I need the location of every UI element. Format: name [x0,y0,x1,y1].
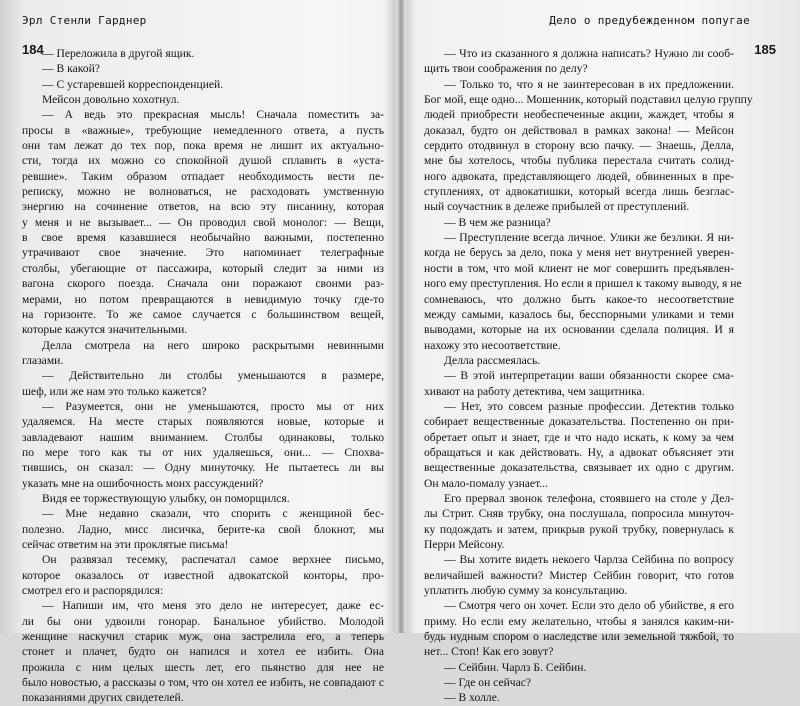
text-line: сти, тогда их можно со спокойной душой сплавить в «уста- [22,154,384,168]
text-line: доказал, будто он действовал в рамках закона! — Мейсон [424,123,734,137]
text-line: — Мне недавно сказали, что спорить с женщиной бес- [42,507,384,521]
text-line: — В чем же разница? [444,215,551,229]
text-line: шеф, или же нам это только кажется? [22,384,207,398]
text-line: ный соучастник в дележе прибылей от преступлений. [424,200,690,214]
text-line: прожила с ним целых шесть лет, его пьянство для нее не [22,660,384,674]
text-line: сомневаюсь, что должно быть какое-то несоответствие [424,292,734,306]
text-line: Перри Мейсону. [424,538,505,551]
text-line: обращаться и как действовать. Ну, а адвокат объясняет эти [424,445,734,459]
page-number-right: 185 [754,42,776,57]
text-line: — Что из сказанного я должна написать? Нужно ли сооб- [444,47,734,60]
text-line: — Переложила в другой ящик. [42,47,195,60]
text-line: величайшей важности? Мистер Сейбин говорит, что готов [424,568,734,582]
text-line: ли бы они удвоили гонорар. Банальное убийство. Молодой [22,614,384,628]
text-line: — Разумеется, они не уменьшаются, просто мы от них [42,399,384,413]
right-page [412,0,778,705]
right-page-body [424,46,753,706]
text-line: обретает опыт и знает, где и что надо искать, к кому за чем [424,430,734,444]
text-line: Видя ее торжествующую улыбку, он поморщился. [42,491,290,505]
text-line: ревшие». Таким образом отпадает необходимость вести пе- [22,169,384,183]
text-line: столбы, убегающие от пассажира, который следит за ними из [22,261,384,275]
text-line: энергию на сочинение ответов, на всю эту писанину, которая [22,200,384,214]
text-line: Он развязал тесемку, распечатал самое верхнее письмо, [42,553,384,567]
text-line: которое оказалось от известной адвокатской конторы, про- [22,568,384,582]
text-line: — Действительно ли столбы уменьшаются в размере, [42,369,384,383]
text-line: — А ведь это прекрасная мысль! Сначала поместить за- [42,108,384,122]
text-line: — В этой интерпретации ваши обязанности скорее сма- [444,369,734,383]
text-line: по мере того как ты от них удаляешься, они... — Спохва- [22,445,384,459]
text-line: вещественные доказательства, связывает их одно с другим. [424,461,734,475]
text-line: — Нет, это совсем разные профессии. Детектив только [444,399,734,413]
text-line: мне бы хотелось, чтобы публика перестала считать солид- [424,154,734,168]
text-line: — Только то, что я не заинтересован в их предложении. [444,77,734,91]
text-line: нет... Стоп! Как его зовут? [424,645,554,659]
text-line: указать мне на ошибочность моих рассуждений? [22,476,264,490]
text-line: которые кажутся значительными. [22,323,188,337]
text-line: утрачивают свое значение. Это напоминает телеграфные [22,246,384,260]
text-line: было новостью, а рассказы о том, что он хотел ее избить, не совпадают с [22,676,384,690]
text-line: женщине наскучил старик муж, она застрелила его, а теперь [22,630,384,644]
text-line: мерами, но потом превращаются в невидимую точку где-то [22,292,384,306]
text-line: — В холле. [444,691,500,705]
text-line: людей приобрести необеспеченные акции, жаждет, чтобы я [424,108,734,122]
text-line: глазами. [22,353,64,367]
left-page [14,0,388,705]
text-line: завладевают нашим вниманием. Столбы одинаковы, только [22,430,384,444]
text-line: — Вы хотите видеть некоего Чарлза Сейбина по вопросу [444,553,734,567]
text-line: сердито отодвинул в сторону всю пачку. — Знаешь, Делла, [424,139,734,153]
text-line: приму. Но если ему желательно, чтобы я занялся каким-ни- [424,614,734,628]
text-line: просы в «важные», требующие немедленного ответа, а пусть [22,123,384,137]
text-line: на горизонте. То же самое случается с большинством вещей, [22,307,384,321]
text-line: ного ему преступления. Но если я пришел к такому выводу, я не [424,277,742,291]
text-line: стонет и плачет, будто он напился и хотел ее избить. Она [22,645,384,659]
text-line: лы Стрит. Сняв трубку, она послушала, попросила минуточ- [424,507,734,521]
text-line: щить твои соображения по делу? [424,62,588,76]
text-line: собирает вещественные доказательства. Постепенно он при- [424,415,734,429]
text-line: ку подождать и затем, прикрыв рукой трубку, повернулась к [424,522,734,536]
text-line: вагона скорого поезда. Сначала они поражают своими раз- [22,277,384,291]
text-line: ности в том, что мой клиент не мог совершить предъявлен- [424,261,734,275]
running-head-title: Дело о предубежденном попугае [549,14,750,27]
text-line: полезно. Ладно, мисс лисичка, берите-ка свой блокнот, мы [22,522,384,536]
text-line: тившись, он сказал: — Одну минуточку. Не пытаетесь ли вы [22,461,384,475]
running-head-author: Эрл Стенли Гарднер [22,14,147,27]
text-line: Мейсон довольно хохотнул. [42,93,180,107]
text-line: нахожу это несоответствие. [424,338,561,352]
text-line: — Где он сейчас? [444,676,532,690]
text-line: удаляемся. На месте старых появляются новые, которые и [22,415,384,429]
text-line: Делла смотрела на него широко раскрытыми невинными [42,338,384,352]
book-gutter [396,0,406,633]
text-line: — Сейбин. Чарлз Б. Сейбин. [444,660,587,674]
text-line: в свое время казавшиеся необычайно важными, постепенно [22,231,384,245]
text-line: хивают на работу детектива, чем защитника. [424,384,645,398]
text-line: реписку, можно не волноваться, не расходовать умственную [22,185,384,199]
text-line: смотрел его и распорядился: [22,584,164,598]
text-line: выводами, которые на их основании сделала полиция. И я [424,323,734,337]
text-line: Он мало-помалу узнает... [424,476,548,490]
page-number-left: 184 [22,42,44,57]
text-line: когда не берусь за дело, пока у меня нет внутренней уверен- [424,246,734,260]
text-line: ступлениях, от адвокатишки, который всегда лишь безглас- [424,185,734,199]
left-page-body [22,46,384,706]
text-line: они там лежат до тех пор, пока время не лишит их актуально- [22,139,384,153]
text-line: между самыми, казалось бы, бесспорными уликами и теми [424,307,734,321]
text-line: — Напиши им, что меня это дело не интересует, даже ес- [42,599,384,613]
text-line: — С устаревшей корреспонденцией. [42,77,224,91]
text-line: — Преступление всегда личное. Улики же безлики. Я ни- [444,231,734,245]
text-line: — В какой? [42,62,100,76]
text-line: у меня и не вызывает... — Он проводил свой монолог: — Вещи, [22,215,384,229]
text-line: показаниями других свидетелей. [22,691,184,705]
text-line: сейчас ответим на эти проклятые письма! [22,538,229,551]
text-line: уплатить любую сумму за консультацию. [424,584,628,598]
text-line: Бог мой, еще одно... Мошенник, который подставил целую группу [424,93,753,107]
text-line: Делла рассмеялась. [444,353,541,367]
text-line: — Смотря чего он хочет. Если это дело об убийстве, я его [444,599,734,613]
text-line: ного адвоката, представляющего людей, обвиненных в пре- [424,169,734,183]
text-line: Его прервал звонок телефона, стоявшего на столе у Дел- [444,491,734,505]
text-line: будь нудным спором о наследстве или земельной тяжбой, то [424,630,734,644]
